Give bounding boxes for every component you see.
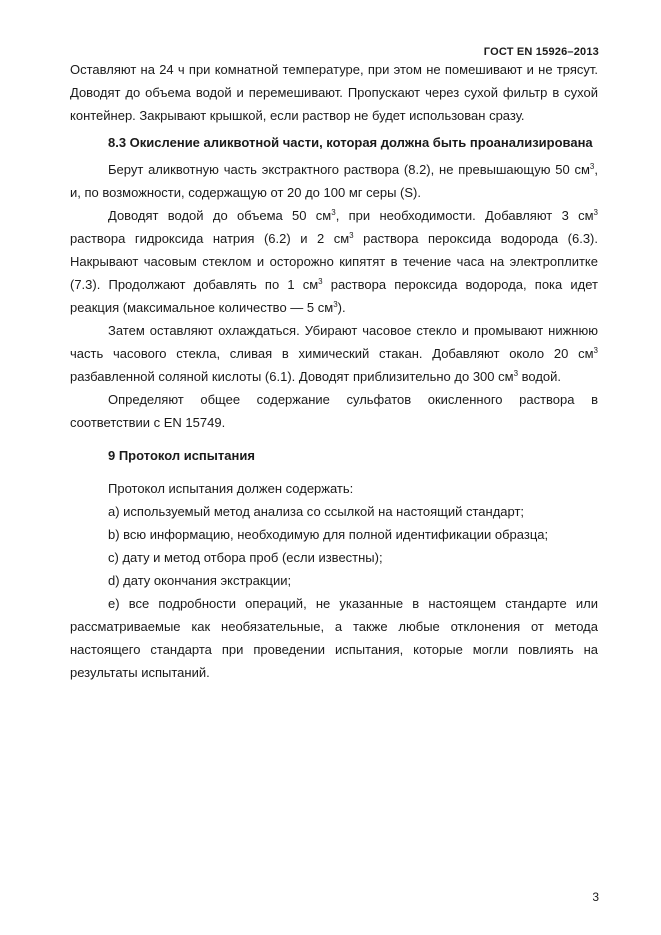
list-item: d) дату окончания экстракции; bbox=[108, 573, 292, 588]
section-8-3-paragraph-4: Определяют общее содержание сульфатов окисленного раствора в соответствии с EN 15749. bbox=[70, 392, 598, 430]
section-8-3-heading: 8.3 Окисление аликвотной части, которая должна быть проанализирована bbox=[108, 135, 593, 150]
list-item: e) все подробности операций, не указанные в настоящем стандарте или рассматриваемые как необязательные, а также любые отклонения от метода настоящего стандарта при проведении испытания, которые могли повлиять на результаты испытаний. bbox=[70, 596, 598, 680]
list-item: b) всю информацию, необходимую для полной идентификации образца; bbox=[108, 527, 549, 542]
section-8-3-paragraph-2: Доводят водой до объема 50 $см^3$, при необходимости. Добавляют 3 $см^3$ раствора гидроксида натрия (6.2) и 2 $см^3$ раствора пероксида водорода (6.3). Накрывают часовым стеклом и осторожно кипятят в течение часа на электроплитке (7.3). Продолжают добавлять по 1 $см^3$ раствора пероксида водорода, пока идет реакция (максимальное количество — 5 $см^3$). bbox=[70, 208, 599, 315]
section-8-3-paragraph-3: Затем оставляют охлаждаться. Убирают часовое стекло и промывают нижнюю часть часового стекла, сливая в химический стакан. Добавляют около 20 $см^3$ разбавленной соляной кислоты (6.1). Доводят приблизительно до 300 $см^3$ водой. bbox=[70, 323, 598, 384]
page-number: 3 bbox=[592, 890, 599, 904]
document-header-standard-code: ГОСТ EN 15926–2013 bbox=[483, 46, 599, 58]
list-item: a) используемый метод анализа со ссылкой на настоящий стандарт; bbox=[108, 504, 525, 519]
section-9-lead: Протокол испытания должен содержать: bbox=[108, 481, 354, 496]
intro-paragraph: Оставляют на 24 ч при комнатной температуре, при этом не помешивают и не трясут. Доводят до объема водой и перемешивают. Пропускают через сухой фильтр в сухой контейнер. Закрывают крышкой, если раствор не будет использован сразу. bbox=[70, 62, 598, 123]
section-8-3-paragraph-1: Берут аликвотную часть экстрактного раствора (8.2), не превышающую 50 $см^3$, и, по возможности, содержащую от 20 до 100 мг серы (S). bbox=[70, 162, 598, 200]
document-body bbox=[70, 58, 598, 684]
list-item: c) дату и метод отбора проб (если известны); bbox=[108, 550, 383, 565]
section-9-heading: 9 Протокол испытания bbox=[108, 448, 255, 463]
